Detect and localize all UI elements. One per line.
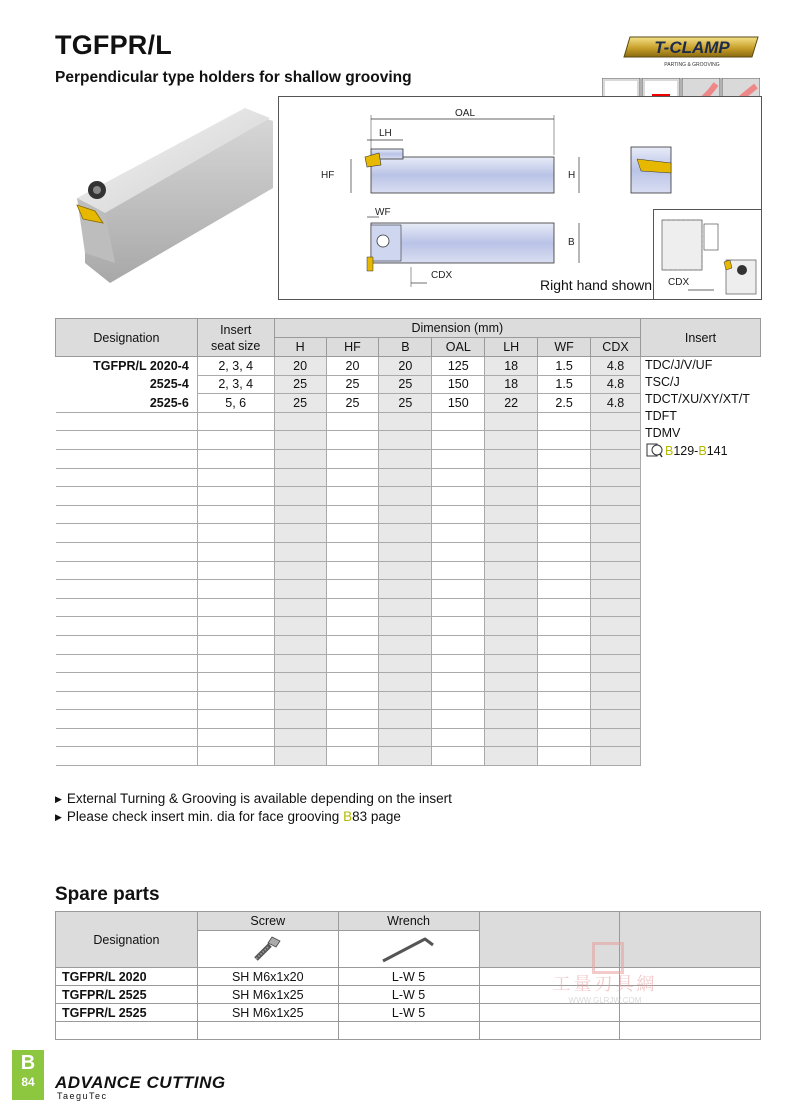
dim-cell-lh <box>485 487 538 506</box>
dim-cell-lh <box>485 747 538 766</box>
dim-cell-wf <box>538 431 591 450</box>
hf-label: HF <box>321 170 335 181</box>
dim-cell-h <box>274 654 326 673</box>
dim-cell-h <box>274 691 326 710</box>
insert-type: TDMV <box>644 426 681 440</box>
dim-cell-cdx <box>591 580 641 599</box>
dim-cell-lh <box>485 468 538 487</box>
dim-cell-lh <box>485 654 538 673</box>
t-clamp-logo-subtext: PARTING & GROOVING <box>664 62 720 68</box>
dim-cell-hf <box>326 524 379 543</box>
dim-cell-h <box>274 617 326 636</box>
designation-cell <box>56 487 198 506</box>
seat-size-cell <box>197 487 274 506</box>
dim-cell-cdx <box>591 468 641 487</box>
seat-size-cell <box>197 449 274 468</box>
brand-name: ADVANCE CUTTING <box>55 1073 226 1092</box>
dim-header-hf: HF <box>326 338 379 357</box>
dim-cell-cdx: 4.8 <box>591 357 641 376</box>
dim-cell-lh <box>485 542 538 561</box>
h-label: H <box>568 170 576 181</box>
dim-cell-h: 25 <box>274 375 326 394</box>
dim-cell-h <box>274 468 326 487</box>
dim-cell-wf <box>538 598 591 617</box>
insert-type: TDCT/XU/XY/XT/T <box>644 392 750 406</box>
dim-cell-hf: 20 <box>326 357 379 376</box>
dim-cell-hf <box>326 710 379 729</box>
designation-cell <box>56 691 198 710</box>
dim-cell-hf <box>326 561 379 580</box>
designation-cell <box>56 654 198 673</box>
designation-cell <box>56 580 198 599</box>
dim-cell-cdx <box>591 505 641 524</box>
seat-size-cell <box>197 617 274 636</box>
dim-cell-lh: 18 <box>485 375 538 394</box>
dim-cell-h: 25 <box>274 394 326 413</box>
ref-letter: B <box>698 444 707 458</box>
dim-cell-b <box>379 635 432 654</box>
dim-cell-cdx <box>591 747 641 766</box>
dim-cell-lh <box>485 598 538 617</box>
watermark-logo-icon <box>592 942 624 974</box>
dim-cell-oal <box>432 449 485 468</box>
seat-size-cell <box>197 431 274 450</box>
dim-cell-hf <box>326 654 379 673</box>
screw-icon <box>248 933 288 963</box>
dim-cell-b <box>379 431 432 450</box>
designation-cell <box>56 728 198 747</box>
t-clamp-logo <box>622 33 762 69</box>
dim-cell-wf <box>538 542 591 561</box>
dim-cell-wf <box>538 747 591 766</box>
screw-header: Screw <box>197 912 338 931</box>
dim-cell-wf <box>538 487 591 506</box>
designation-cell <box>56 561 198 580</box>
seat-size-cell <box>197 598 274 617</box>
dim-cell-cdx: 4.8 <box>591 394 641 413</box>
dim-cell-b <box>379 580 432 599</box>
dim-cell-b: 20 <box>379 357 432 376</box>
dim-cell-cdx <box>591 542 641 561</box>
page-title: TGFPR/L <box>55 30 172 60</box>
dim-cell-b <box>379 710 432 729</box>
seat-size-cell <box>197 747 274 766</box>
seat-size-cell <box>197 505 274 524</box>
dim-cell-hf <box>326 747 379 766</box>
dim-cell-lh <box>485 710 538 729</box>
dim-cell-lh <box>485 431 538 450</box>
dim-cell-wf <box>538 673 591 692</box>
designation-cell <box>56 747 198 766</box>
dim-cell-oal <box>432 617 485 636</box>
dim-header-lh: LH <box>485 338 538 357</box>
dim-cell-cdx <box>591 617 641 636</box>
lh-label: LH <box>379 128 392 139</box>
dim-cell-oal: 150 <box>432 394 485 413</box>
dim-cell-wf <box>538 561 591 580</box>
dim-cell-b <box>379 542 432 561</box>
seat-size-cell <box>197 542 274 561</box>
b-label: B <box>568 237 575 248</box>
designation-cell <box>56 505 198 524</box>
dim-cell-lh <box>485 561 538 580</box>
dim-cell-hf <box>326 728 379 747</box>
designation-cell <box>56 412 198 431</box>
dim-cell-oal <box>432 747 485 766</box>
dim-cell-b <box>379 505 432 524</box>
note-item <box>55 808 452 826</box>
oal-label: OAL <box>455 108 476 119</box>
dim-cell-wf <box>538 710 591 729</box>
dim-cell-b: 25 <box>379 394 432 413</box>
designation-cell <box>56 431 198 450</box>
dim-cell-hf <box>326 487 379 506</box>
seat-size-cell: 5, 6 <box>197 394 274 413</box>
seat-size-cell <box>197 635 274 654</box>
insert-seat-header: Insert seat size <box>197 319 274 357</box>
dim-cell-cdx <box>591 524 641 543</box>
dim-cell-b <box>379 561 432 580</box>
dim-cell-wf <box>538 524 591 543</box>
spare-parts-title: Spare parts <box>55 884 160 905</box>
triangle-bullet-icon: ▶ <box>55 812 62 822</box>
dim-cell-cdx <box>591 431 641 450</box>
designation-cell <box>56 635 198 654</box>
wf-label: WF <box>375 207 391 218</box>
designation-cell <box>56 710 198 729</box>
dim-cell-b: 25 <box>379 375 432 394</box>
dim-cell-lh <box>485 617 538 636</box>
dim-cell-cdx <box>591 412 641 431</box>
spare-wrench-cell: L-W 5 <box>338 986 479 1004</box>
dim-cell-b <box>379 598 432 617</box>
dim-cell-b <box>379 449 432 468</box>
dim-cell-wf: 1.5 <box>538 375 591 394</box>
dim-cell-oal <box>432 580 485 599</box>
section-letter: B <box>20 1052 36 1074</box>
dim-cell-wf <box>538 468 591 487</box>
detail-drawing <box>653 209 762 300</box>
dim-cell-h <box>274 635 326 654</box>
dim-cell-h: 20 <box>274 357 326 376</box>
dim-cell-lh <box>485 449 538 468</box>
dim-cell-oal <box>432 487 485 506</box>
dim-header-b: B <box>379 338 432 357</box>
dim-header-cdx: CDX <box>591 338 641 357</box>
dim-cell-lh <box>485 505 538 524</box>
dim-cell-oal <box>432 598 485 617</box>
seat-size-cell <box>197 691 274 710</box>
dim-cell-h <box>274 412 326 431</box>
spare-wrench-cell: L-W 5 <box>338 1004 479 1022</box>
right-hand-note: Right hand shown <box>540 277 653 293</box>
dim-cell-cdx <box>591 598 641 617</box>
designation-cell <box>56 617 198 636</box>
spare-designation-cell <box>56 1022 198 1040</box>
insert-type: TDFT <box>644 409 677 423</box>
dim-cell-b <box>379 524 432 543</box>
dim-cell-wf <box>538 654 591 673</box>
dimension-header: Dimension (mm) <box>274 319 640 338</box>
designation-cell: 2525-6 <box>56 394 198 413</box>
seat-size-cell <box>197 673 274 692</box>
dim-cell-cdx <box>591 654 641 673</box>
note-item <box>55 790 452 808</box>
spare-designation-header: Designation <box>56 912 198 968</box>
seat-size-cell <box>197 580 274 599</box>
dim-cell-b <box>379 691 432 710</box>
wrench-header: Wrench <box>338 912 479 931</box>
designation-cell <box>56 468 198 487</box>
page-tab <box>12 1050 44 1100</box>
t-clamp-logo-text: T-CLAMP <box>654 38 730 57</box>
watermark-text: 工量刃具網 <box>552 974 658 994</box>
seat-size-cell: 2, 3, 4 <box>197 375 274 394</box>
ref-letter: B <box>664 444 674 458</box>
spare-screw-cell: SH M6x1x25 <box>197 1004 338 1022</box>
designation-cell: TGFPR/L 2020-4 <box>93 359 189 374</box>
dim-cell-wf <box>538 617 591 636</box>
dim-cell-lh <box>485 673 538 692</box>
dim-cell-hf <box>326 431 379 450</box>
dim-cell-lh <box>485 691 538 710</box>
dim-cell-h <box>274 598 326 617</box>
dim-cell-h <box>274 431 326 450</box>
designation-cell <box>56 598 198 617</box>
designation-cell: 2525-4 <box>149 377 189 392</box>
dim-cell-oal <box>432 728 485 747</box>
seat-size-cell: 2, 3, 4 <box>197 357 274 376</box>
dim-cell-lh <box>485 580 538 599</box>
brand-logo <box>55 1073 226 1101</box>
designation-cell <box>56 673 198 692</box>
seat-size-cell <box>197 524 274 543</box>
dim-cell-b <box>379 617 432 636</box>
dim-cell-h <box>274 505 326 524</box>
spare-empty-cell <box>479 1022 620 1040</box>
dim-cell-wf <box>538 728 591 747</box>
note-text: Please check insert min. dia for face grooving <box>66 809 344 824</box>
dim-cell-cdx <box>591 487 641 506</box>
page-number: 84 <box>21 1075 35 1089</box>
insert-header: Insert <box>640 319 760 357</box>
dim-cell-h <box>274 580 326 599</box>
dim-cell-hf <box>326 635 379 654</box>
seat-size-cell <box>197 468 274 487</box>
holder-spec-table <box>55 318 761 766</box>
dim-header-h: H <box>274 338 326 357</box>
seat-size-cell <box>197 412 274 431</box>
dim-cell-h <box>274 542 326 561</box>
dim-cell-lh: 18 <box>485 357 538 376</box>
dim-cell-oal <box>432 412 485 431</box>
wrench-image <box>338 931 479 968</box>
ref-number: 141 <box>706 444 728 458</box>
dim-cell-oal <box>432 691 485 710</box>
spare-designation-cell: TGFPR/L 2525 <box>56 1004 198 1022</box>
dim-cell-b <box>379 412 432 431</box>
brand-sub: TaeguTec <box>57 1091 108 1101</box>
dim-cell-hf <box>326 468 379 487</box>
watermark-url: WWW.GLRJW.COM <box>568 996 642 1005</box>
dim-cell-hf <box>326 673 379 692</box>
dim-cell-cdx <box>591 728 641 747</box>
dim-cell-b <box>379 468 432 487</box>
dim-cell-lh <box>485 635 538 654</box>
dim-cell-oal <box>432 431 485 450</box>
dim-cell-wf <box>538 412 591 431</box>
product-photo <box>55 93 275 283</box>
dim-cell-wf: 1.5 <box>538 357 591 376</box>
dim-cell-h <box>274 710 326 729</box>
dim-cell-cdx <box>591 673 641 692</box>
dim-cell-wf <box>538 635 591 654</box>
dim-header-oal: OAL <box>432 338 485 357</box>
dim-cell-lh <box>485 728 538 747</box>
designation-header: Designation <box>56 319 198 357</box>
designation-cell <box>56 542 198 561</box>
seat-size-cell <box>197 728 274 747</box>
dim-cell-cdx <box>591 635 641 654</box>
dim-header-wf: WF <box>538 338 591 357</box>
dim-cell-oal: 150 <box>432 375 485 394</box>
dim-cell-wf: 2.5 <box>538 394 591 413</box>
dim-cell-hf: 25 <box>326 375 379 394</box>
dim-cell-hf <box>326 505 379 524</box>
catalog-book-icon <box>645 442 663 458</box>
dim-cell-hf <box>326 580 379 599</box>
dim-cell-hf <box>326 412 379 431</box>
seat-size-cell <box>197 654 274 673</box>
dim-cell-oal <box>432 710 485 729</box>
spare-screw-cell <box>197 1022 338 1040</box>
dim-cell-wf <box>538 691 591 710</box>
dim-cell-oal <box>432 524 485 543</box>
dim-cell-oal: 125 <box>432 357 485 376</box>
dim-cell-oal <box>432 673 485 692</box>
insert-page-ref[interactable] <box>645 442 761 460</box>
spare-designation-cell: TGFPR/L 2020 <box>56 968 198 986</box>
spare-screw-cell: SH M6x1x20 <box>197 968 338 986</box>
note-text: External Turning & Grooving is available depending on the insert <box>66 791 452 806</box>
page-ref-rest: 83 page <box>352 809 401 824</box>
dim-cell-wf <box>538 580 591 599</box>
screw-image <box>197 931 338 968</box>
dim-cell-hf <box>326 449 379 468</box>
designation-cell <box>56 449 198 468</box>
table-row <box>56 357 761 376</box>
seat-size-cell <box>197 710 274 729</box>
cdx-detail-label: CDX <box>668 277 690 288</box>
page-subtitle: Perpendicular type holders for shallow grooving <box>55 69 412 86</box>
dim-cell-b <box>379 673 432 692</box>
dim-cell-b <box>379 728 432 747</box>
dim-cell-oal <box>432 654 485 673</box>
dim-cell-cdx <box>591 449 641 468</box>
dim-cell-oal <box>432 505 485 524</box>
cdx-label: CDX <box>431 270 453 281</box>
dim-cell-cdx <box>591 561 641 580</box>
spare-wrench-cell: L-W 5 <box>338 968 479 986</box>
dim-cell-wf <box>538 505 591 524</box>
dim-cell-h <box>274 728 326 747</box>
dim-cell-h <box>274 673 326 692</box>
dim-cell-cdx <box>591 710 641 729</box>
spare-designation-cell: TGFPR/L 2525 <box>56 986 198 1004</box>
spare-empty-cell <box>620 1022 761 1040</box>
dim-cell-b <box>379 487 432 506</box>
dim-cell-cdx: 4.8 <box>591 375 641 394</box>
dim-cell-h <box>274 561 326 580</box>
dim-cell-hf: 25 <box>326 394 379 413</box>
dim-cell-hf <box>326 598 379 617</box>
insert-type: TSC/J <box>644 375 680 389</box>
dim-cell-oal <box>432 542 485 561</box>
spare-row <box>56 1022 761 1040</box>
seat-size-cell <box>197 561 274 580</box>
dim-cell-b <box>379 747 432 766</box>
dim-cell-h <box>274 449 326 468</box>
dim-cell-oal <box>432 468 485 487</box>
wrench-icon <box>379 933 439 963</box>
dim-cell-wf <box>538 449 591 468</box>
spare-wrench-cell <box>338 1022 479 1040</box>
dim-cell-b <box>379 654 432 673</box>
triangle-bullet-icon: ▶ <box>55 794 62 804</box>
dim-cell-lh <box>485 524 538 543</box>
dim-cell-cdx <box>591 691 641 710</box>
ref-number: 129- <box>673 444 699 458</box>
dim-cell-oal <box>432 635 485 654</box>
designation-cell <box>56 524 198 543</box>
notes <box>55 790 452 826</box>
page-ref-letter: B <box>343 809 353 824</box>
dim-cell-lh <box>485 412 538 431</box>
dim-cell-oal <box>432 561 485 580</box>
dim-cell-h <box>274 524 326 543</box>
dim-cell-hf <box>326 691 379 710</box>
watermark <box>530 940 680 1015</box>
dim-cell-hf <box>326 542 379 561</box>
spare-screw-cell: SH M6x1x25 <box>197 986 338 1004</box>
dim-cell-lh: 22 <box>485 394 538 413</box>
insert-list-cell <box>640 357 760 766</box>
insert-type: TDC/J/V/UF <box>644 358 713 372</box>
dim-cell-h <box>274 747 326 766</box>
dim-cell-hf <box>326 617 379 636</box>
dim-cell-h <box>274 487 326 506</box>
